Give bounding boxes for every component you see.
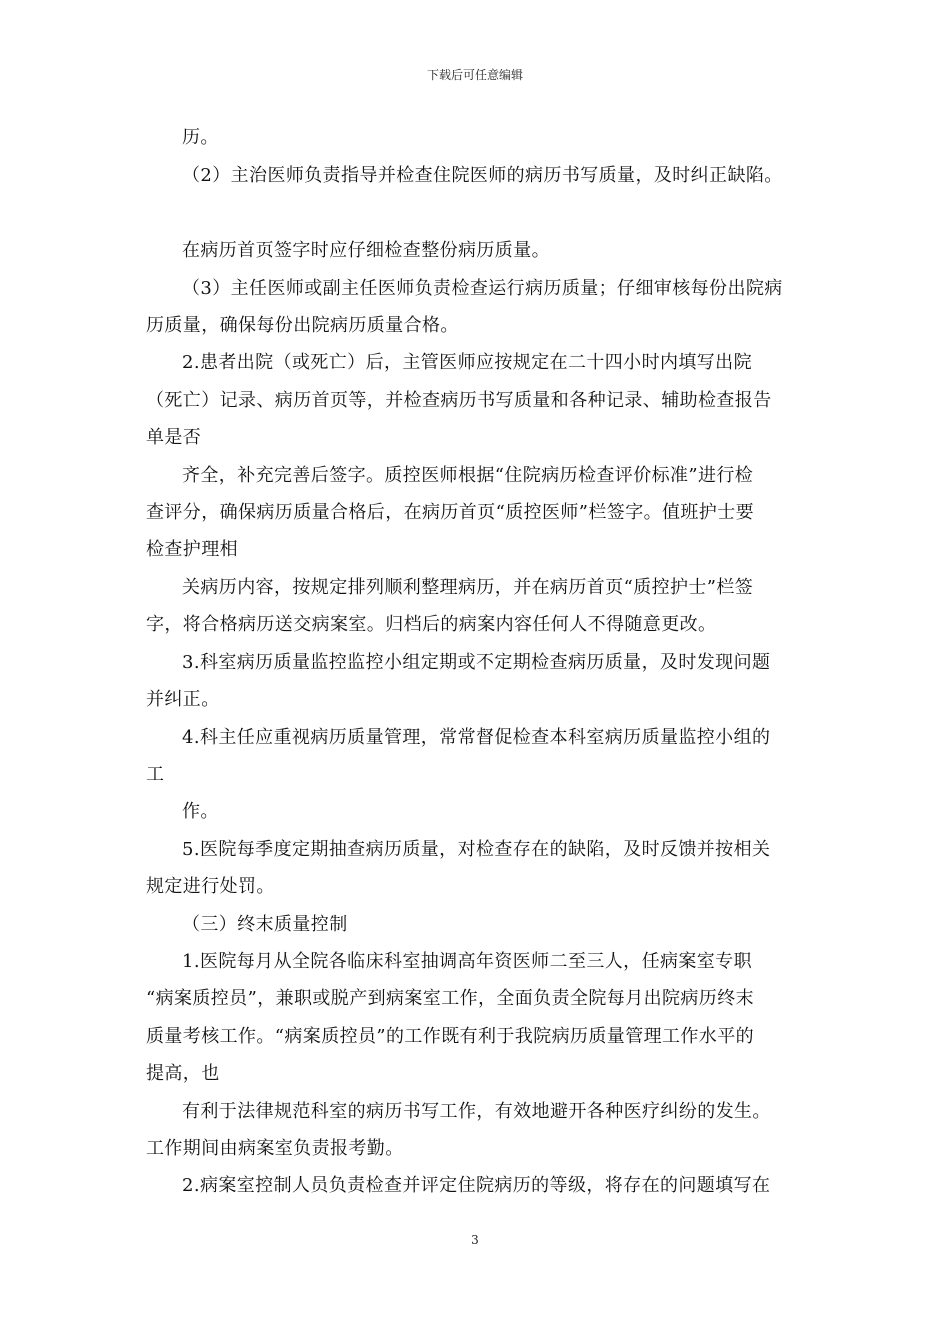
text-line: 关病历内容，按规定排列顺利整理病历，并在病历首页“质控护士”栏签: [182, 577, 754, 598]
text-line: （死亡）记录、病历首页等，并检查病历书写质量和各种记录、辅助检查报告: [146, 390, 772, 411]
text-line: 提高，也: [146, 1063, 220, 1084]
text-line: （3）主任医师或副主任医师负责检查运行病历质量；仔细审核每份出院病: [182, 278, 783, 299]
text-line: “病案质控员”，兼职或脱产到病案室工作，全面负责全院每月出院病历终末: [146, 988, 755, 1009]
section-heading: （三）终末质量控制: [182, 914, 348, 935]
text-line: 字，将合格病历送交病案室。归档后的病案内容任何人不得随意更改。: [146, 614, 717, 635]
text-line: 2.病案室控制人员负责检查并评定住院病历的等级，将存在的问题填写在: [182, 1175, 771, 1196]
text-line: 4.科主任应重视病历质量管理，常常督促检查本科室病历质量监控小组的: [182, 727, 771, 748]
text-line: 工作期间由病案室负责报考勤。: [146, 1138, 404, 1159]
text-line: 单是否: [146, 427, 202, 448]
text-line: 并纠正。: [146, 689, 220, 710]
text-line: 工: [146, 764, 165, 785]
text-line: 质量考核工作。“病案质控员”的工作既有利于我院病历质量管理工作水平的: [146, 1026, 755, 1047]
text-line: 有利于法律规范科室的病历书写工作，有效地避开各种医疗纠纷的发生。: [182, 1101, 771, 1122]
text-line: （2）主治医师负责指导并检查住院医师的病历书写质量，及时纠正缺陷。: [182, 165, 783, 186]
page-header: 下载后可任意编辑: [426, 68, 523, 82]
text-line: 作。: [182, 801, 219, 822]
text-line: 5.医院每季度定期抽查病历质量，对检查存在的缺陷，及时反馈并按相关: [182, 839, 771, 860]
text-line: 查评分，确保病历质量合格后，在病历首页“质控医师”栏签字。值班护士要: [146, 502, 755, 523]
text-line: 2.患者出院（或死亡）后，主管医师应按规定在二十四小时内填写出院: [182, 352, 752, 373]
text-line: 历。: [182, 127, 219, 148]
text-line: 在病历首页签字时应仔细检查整份病历质量。: [182, 240, 550, 261]
text-line: 检查护理相: [146, 539, 238, 560]
page-number: 3: [471, 1233, 479, 1247]
text-line: 齐全，补充完善后签字。质控医师根据“住院病历检查评价标准”进行检: [182, 465, 754, 486]
text-line: 规定进行处罚。: [146, 876, 275, 897]
text-line: 1.医院每月从全院各临床科室抽调高年资医师二至三人，任病案室专职: [182, 951, 752, 972]
text-line: 历质量，确保每份出院病历质量合格。: [146, 315, 459, 336]
text-line: 3.科室病历质量监控监控小组定期或不定期检查病历质量，及时发现问题: [182, 652, 771, 673]
